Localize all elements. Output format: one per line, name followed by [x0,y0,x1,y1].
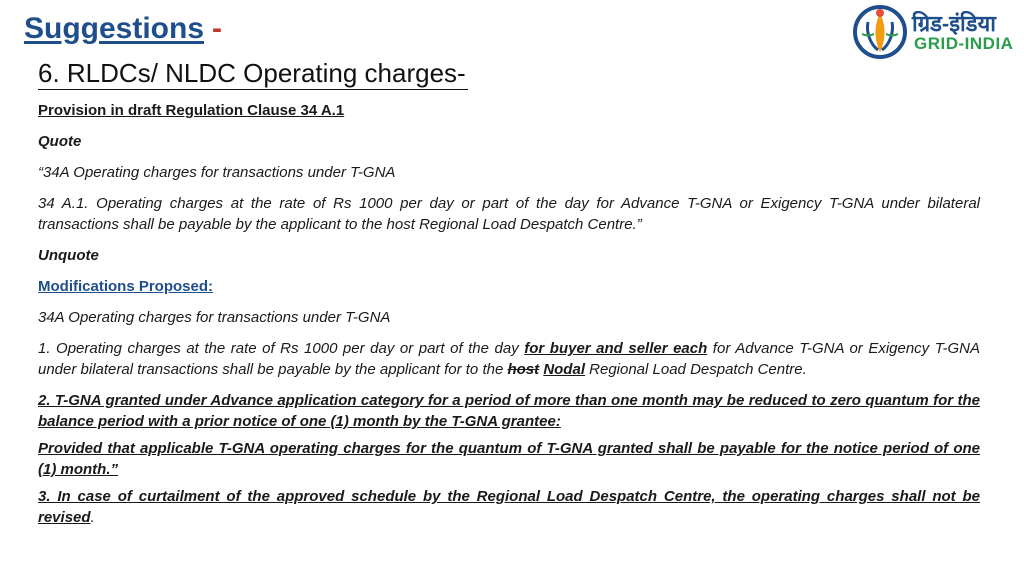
provision-heading: Provision in draft Regulation Clause 34 A.1 [38,102,345,119]
item1-text-a: 1. Operating charges at the rate of Rs 1000 per day or part of the day [38,340,525,357]
item1-emphasis: for buyer and seller each [524,340,708,357]
item3-end: . [90,509,95,526]
modification-title: 34A Operating charges for transactions under T-GNA [38,309,391,326]
page-title: Suggestions [24,12,205,45]
item3-text: 3. In case of curtailment of the approved schedule by the Regional Load Despatch Centre, the operating charges shall not be revised [38,488,980,526]
quote-body: 34 A.1. Operating charges at the rate of Rs 1000 per day or part of the day for Advance T-GNA or Exigency T-GNA under bilateral transactions shall be payable by the applicant to the host Regional Load Despatch Centre.” [38,195,980,233]
grid-india-logo [852,4,1022,60]
page-subtitle: 6. RLDCs/ NLDC Operating charges- [38,58,466,88]
modification-item-3 [38,486,980,528]
title-block [24,12,222,46]
modification-item-2: 2. T-GNA granted under Advance application category for a period of more than one month may be reduced to zero quantum for the balance period with a prior notice of one (1) month by the T-GNA grantee: [38,392,980,430]
document-body [38,100,980,534]
logo-hindi-text: ग्रिड-इंडिया [912,11,996,36]
modifications-heading: Modifications Proposed: [38,278,214,295]
logo-english-text: GRID-INDIA [914,34,1014,53]
item1-nodal: Nodal [543,361,585,378]
unquote-label: Unquote [38,247,99,264]
item1-text-e: Regional Load Despatch Centre. [584,361,807,378]
grid-india-emblem-icon [852,4,908,60]
quote-title: “34A Operating charges for transactions under T-GNA [38,164,396,181]
item1-text-c: for Advance T-GNA or Exigency T-GNA under bilateral transactions shall be payable by the applicant for to the [38,340,980,378]
item1-struck-host: host [507,361,540,378]
modification-item-2-proviso: Provided that applicable T-GNA operating charges for the quantum of T-GNA granted shall be payable for the notice period of one (1) month.” [38,440,980,478]
modification-item-1 [38,338,980,380]
quote-label: Quote [38,133,82,150]
title-dash: - [212,12,223,45]
